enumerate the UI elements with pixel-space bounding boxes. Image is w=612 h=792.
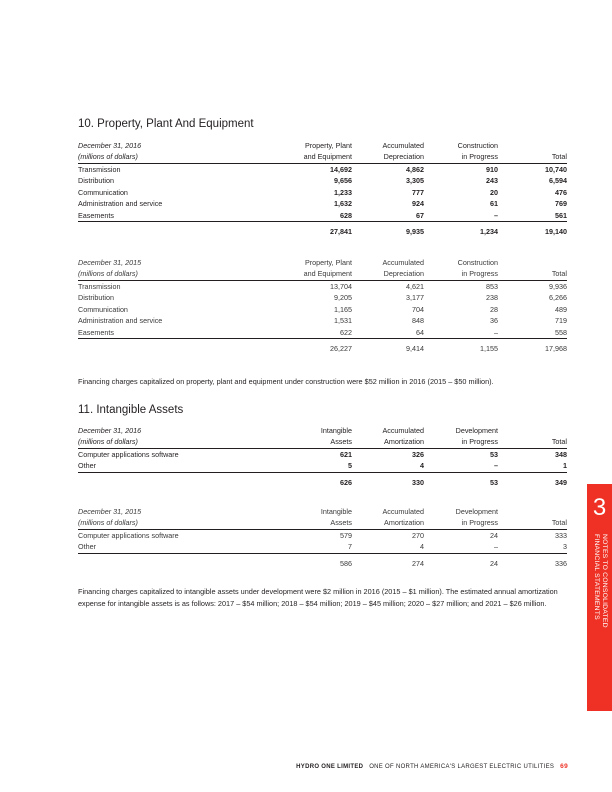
page-number: 69 xyxy=(560,763,568,770)
cell-value: – xyxy=(424,210,498,222)
column-header xyxy=(498,140,567,151)
cell-value: 333 xyxy=(555,531,567,540)
column-header: Property, Plant xyxy=(304,141,352,150)
cell-value: 14,692 xyxy=(330,165,352,174)
column-header: Accumulated xyxy=(382,426,424,435)
cell-value: 9,936 xyxy=(549,282,567,291)
table-row xyxy=(78,175,567,186)
cell-value: 67 xyxy=(352,210,424,222)
cell-value: 9,205 xyxy=(334,293,352,303)
ppe-table-2015 xyxy=(78,257,567,357)
column-header xyxy=(498,257,567,268)
cell-value: 4,862 xyxy=(406,165,424,174)
row-label: Other xyxy=(78,460,275,472)
cell-value: 4 xyxy=(352,460,424,472)
total-row xyxy=(78,339,567,358)
cell-value: 53 xyxy=(490,450,498,459)
table-date-label: December 31, 2016 xyxy=(78,141,142,150)
table-row xyxy=(78,198,567,209)
column-header: Depreciation xyxy=(352,151,424,164)
cell-value: 1,165 xyxy=(334,304,352,314)
cell-value: 348 xyxy=(555,450,567,459)
cell-value: 5 xyxy=(275,460,352,472)
row-label: Administration and service xyxy=(78,199,163,209)
cell-value: 1,531 xyxy=(334,316,352,326)
row-label: Communication xyxy=(78,304,128,314)
column-header: Total xyxy=(498,268,567,281)
column-header: Amortization xyxy=(352,517,424,530)
table-row xyxy=(78,460,567,472)
cell-value: 719 xyxy=(555,316,567,326)
footer-brand: HYDRO ONE LIMITED xyxy=(296,764,364,770)
ppe-financing-note: Financing charges capitalized on property, plant and equipment under construction were $52 million in 2016 (2015 – $50 million). xyxy=(78,377,494,386)
cell-value: 853 xyxy=(486,282,498,291)
cell-value: 3,177 xyxy=(406,293,424,303)
cell-value: 1,632 xyxy=(334,199,352,209)
cell-value: 20 xyxy=(490,187,498,197)
cell-value: 910 xyxy=(486,165,498,174)
cell-value: 6,594 xyxy=(549,176,567,186)
table-row xyxy=(78,541,567,553)
intangible-table-2016 xyxy=(78,425,567,491)
cell-value: 924 xyxy=(412,199,424,209)
column-header: Intangible xyxy=(320,426,352,435)
ppe-table-2016 xyxy=(78,140,567,240)
cell-value: 558 xyxy=(498,327,567,339)
row-label: Transmission xyxy=(78,282,121,291)
total-row xyxy=(78,222,567,241)
cell-value: 3,305 xyxy=(406,176,424,186)
total-value: 17,968 xyxy=(545,344,567,354)
column-header: Assets xyxy=(275,436,352,449)
table-row xyxy=(78,315,567,326)
column-header: Total xyxy=(498,151,567,164)
cell-value: 621 xyxy=(340,450,352,459)
total-value: 19,140 xyxy=(545,227,567,237)
cell-value: – xyxy=(424,541,498,553)
total-value: 586 xyxy=(340,558,352,568)
cell-value: 561 xyxy=(498,210,567,222)
cell-value: 769 xyxy=(555,199,567,209)
cell-value: 6,266 xyxy=(549,293,567,303)
column-header: Construction xyxy=(457,141,498,150)
row-label: Communication xyxy=(78,187,128,197)
total-value: 26,227 xyxy=(330,344,352,354)
total-value: 626 xyxy=(340,477,352,487)
table-units-label: (millions of dollars) xyxy=(78,151,275,164)
row-label: Easements xyxy=(78,210,275,222)
total-value: 24 xyxy=(490,558,498,568)
column-header: in Progress xyxy=(424,436,498,449)
cell-value: 61 xyxy=(490,199,498,209)
column-header: Total xyxy=(498,517,567,530)
total-value: 349 xyxy=(555,477,567,487)
cell-value: 326 xyxy=(412,450,424,459)
row-label: Distribution xyxy=(78,293,114,303)
cell-value: 270 xyxy=(412,531,424,540)
column-header xyxy=(498,425,567,436)
intangible-table-2015 xyxy=(78,506,567,572)
column-header: and Equipment xyxy=(275,268,352,281)
column-header: Intangible xyxy=(320,507,352,516)
row-label: Administration and service xyxy=(78,316,163,326)
cell-value: 28 xyxy=(490,304,498,314)
row-label: Easements xyxy=(78,327,275,339)
table-row xyxy=(78,304,567,315)
table-date-label: December 31, 2015 xyxy=(78,507,142,516)
table-row xyxy=(78,281,567,293)
section-tab-line1: NOTES TO CONSOLIDATED xyxy=(601,534,608,628)
column-header xyxy=(498,506,567,517)
section-tab-line2: FINANCIAL STATEMENTS xyxy=(593,534,600,620)
table-row xyxy=(78,292,567,303)
table-row xyxy=(78,327,567,339)
total-value: 27,841 xyxy=(330,227,352,237)
cell-value: 1,233 xyxy=(334,187,352,197)
column-header: Construction xyxy=(457,258,498,267)
footer-tagline: ONE OF NORTH AMERICA'S LARGEST ELECTRIC UTILITIES xyxy=(369,764,555,770)
column-header: Amortization xyxy=(352,436,424,449)
total-row xyxy=(78,553,567,572)
cell-value: 243 xyxy=(486,176,498,186)
cell-value: 476 xyxy=(555,187,567,197)
column-header: in Progress xyxy=(424,268,498,281)
column-header: Total xyxy=(498,436,567,449)
row-label: Computer applications software xyxy=(78,450,179,459)
section-side-tab xyxy=(587,484,612,711)
section-title-intangible: 11. Intangible Assets xyxy=(78,404,184,416)
table-row xyxy=(78,164,567,176)
cell-value: 1 xyxy=(498,460,567,472)
cell-value: 3 xyxy=(498,541,567,553)
column-header: Accumulated xyxy=(382,258,424,267)
total-value: 336 xyxy=(555,558,567,568)
page-footer xyxy=(296,763,568,770)
table-units-label: (millions of dollars) xyxy=(78,436,275,449)
cell-value: 622 xyxy=(275,327,352,339)
total-value: 1,234 xyxy=(480,227,498,237)
cell-value: 628 xyxy=(275,210,352,222)
table-units-label: (millions of dollars) xyxy=(78,517,275,530)
cell-value: 10,740 xyxy=(545,165,567,174)
column-header: Accumulated xyxy=(382,507,424,516)
table-row xyxy=(78,530,567,542)
section-title-ppe: 10. Property, Plant And Equipment xyxy=(78,118,254,130)
total-value: 9,414 xyxy=(406,344,424,354)
cell-value: 238 xyxy=(486,293,498,303)
total-value: 274 xyxy=(412,558,424,568)
cell-value: 4 xyxy=(352,541,424,553)
section-tab-label xyxy=(591,534,608,704)
row-label: Distribution xyxy=(78,176,114,186)
cell-value: 704 xyxy=(412,304,424,314)
section-number: 3 xyxy=(592,494,607,521)
total-value: 330 xyxy=(412,477,424,487)
column-header: in Progress xyxy=(424,151,498,164)
total-value: 9,935 xyxy=(406,227,424,237)
total-value: 1,155 xyxy=(480,344,498,354)
cell-value: 4,621 xyxy=(406,282,424,291)
table-row xyxy=(78,449,567,461)
cell-value: – xyxy=(424,460,498,472)
cell-value: – xyxy=(424,327,498,339)
total-value: 53 xyxy=(490,477,498,487)
column-header: in Progress xyxy=(424,517,498,530)
table-date-label: December 31, 2016 xyxy=(78,426,142,435)
column-header: and Equipment xyxy=(275,151,352,164)
cell-value: 777 xyxy=(412,187,424,197)
table-units-label: (millions of dollars) xyxy=(78,268,275,281)
cell-value: 36 xyxy=(490,316,498,326)
column-header: Property, Plant xyxy=(304,258,352,267)
cell-value: 579 xyxy=(340,531,352,540)
table-date-label: December 31, 2015 xyxy=(78,258,142,267)
intangible-financing-note: Financing charges capitalized to intangible assets under development were $2 million in 2016 (2015 – $1 million). The estimated annual amortization expense for intangible assets is as follows: 2017 – $54 million; 2018 – $54 million; 2019 – $45 million; 2020 – $27 million; and 2021 – $26 million. xyxy=(78,587,558,608)
cell-value: 24 xyxy=(490,531,498,540)
cell-value: 13,704 xyxy=(330,282,352,291)
row-label: Transmission xyxy=(78,165,121,174)
column-header: Depreciation xyxy=(352,268,424,281)
cell-value: 489 xyxy=(555,304,567,314)
row-label: Other xyxy=(78,541,275,553)
column-header: Accumulated xyxy=(382,141,424,150)
total-row xyxy=(78,472,567,491)
cell-value: 9,656 xyxy=(334,176,352,186)
column-header: Development xyxy=(455,426,498,435)
column-header: Development xyxy=(455,507,498,516)
cell-value: 7 xyxy=(275,541,352,553)
table-row xyxy=(78,210,567,222)
row-label: Computer applications software xyxy=(78,531,179,540)
cell-value: 64 xyxy=(352,327,424,339)
cell-value: 848 xyxy=(412,316,424,326)
column-header: Assets xyxy=(275,517,352,530)
table-row xyxy=(78,187,567,198)
